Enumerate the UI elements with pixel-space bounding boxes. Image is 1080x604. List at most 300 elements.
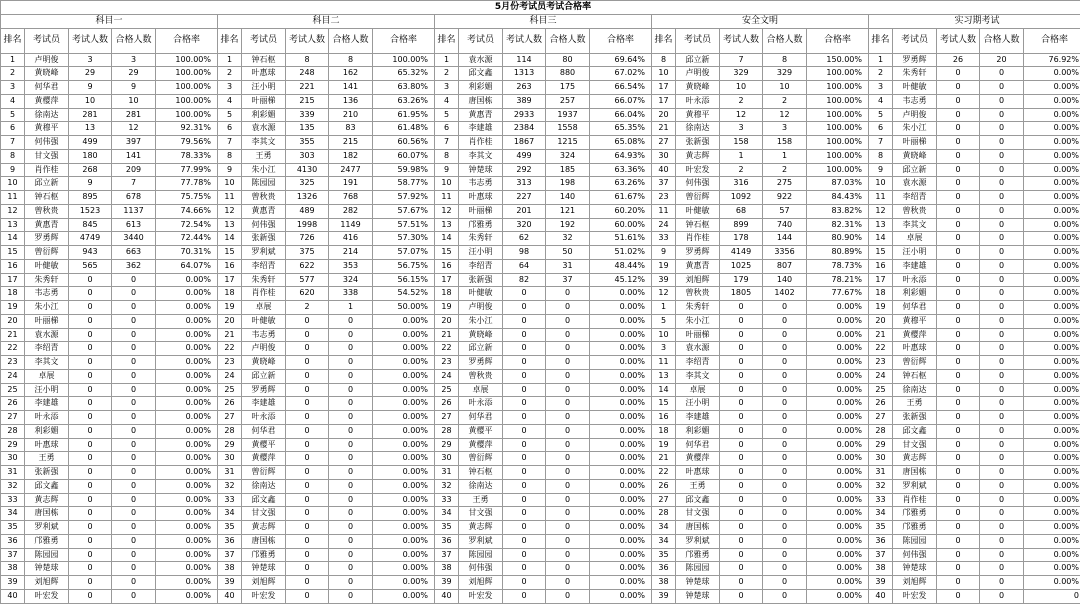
exam-count-cell: 0 [286,314,329,328]
examiner-cell: 张新强 [459,273,503,287]
sheet-title: 5月份考试员考试合格率 [1,1,1080,15]
exam-count-cell: 0 [503,493,546,507]
pass-count-cell: 0 [329,328,373,342]
pass-count-cell: 282 [329,204,373,218]
rank-cell: 9 [652,246,676,260]
exam-count-cell: 0 [286,438,329,452]
table-row [1,356,1080,370]
exam-count-cell: 0 [937,301,980,315]
pass-count-cell: 0 [980,287,1024,301]
examiner-cell: 李建雄 [25,397,69,411]
rank-cell: 5 [218,108,242,122]
examiner-cell: 徐南达 [242,479,286,493]
pass-rate-cell: 0.00% [1024,466,1080,480]
pass-count-cell: 0 [546,314,590,328]
rank-cell: 12 [1,204,25,218]
exam-count-cell: 0 [720,466,763,480]
pass-count-cell: 0 [980,383,1024,397]
pass-rate-cell: 0.00% [807,328,869,342]
exam-count-cell: 0 [69,369,112,383]
pass-rate-cell: 0.00% [1024,328,1080,342]
pass-rate-cell: 0.00% [373,314,435,328]
pass-count-cell: 0 [980,67,1024,81]
section-header: 科目二 [218,15,435,29]
pass-rate-cell: 78.21% [807,273,869,287]
examiner-cell: 黄志辉 [676,149,720,163]
rank-cell: 22 [435,342,459,356]
exam-count-cell: 577 [286,273,329,287]
rank-cell: 26 [1,397,25,411]
pass-count-cell: 0 [329,548,373,562]
exam-count-cell: 499 [503,149,546,163]
table-row [1,589,1080,603]
rank-cell: 29 [218,438,242,452]
exam-count-cell: 0 [286,493,329,507]
pass-rate-cell: 0.00% [373,369,435,383]
examiner-cell: 叶惠球 [242,67,286,81]
examiner-cell: 朱秀轩 [893,67,937,81]
pass-count-cell: 0 [763,576,807,590]
pass-rate-cell: 0.00% [373,562,435,576]
pass-rate-cell: 0.00% [1024,438,1080,452]
rank-cell: 36 [1,534,25,548]
rank-cell: 23 [435,356,459,370]
examiner-cell: 曾衍辉 [25,246,69,260]
rank-cell: 3 [218,81,242,95]
rank-cell: 40 [1,589,25,603]
examiner-header: 考试员 [676,28,720,53]
exam-count-cell: 0 [937,342,980,356]
rank-cell: 14 [218,232,242,246]
table-row [1,81,1080,95]
table-row [1,149,1080,163]
pass-rate-cell: 57.67% [373,204,435,218]
exam-count-cell: 0 [720,534,763,548]
pass-rate-cell: 0.00% [156,342,218,356]
pass-rate-cell: 0.00% [1024,314,1080,328]
rank-cell: 37 [435,548,459,562]
pass-count-cell: 324 [329,273,373,287]
exam-count-cell: 0 [720,438,763,452]
pass-rate-cell: 0.00% [156,328,218,342]
pass-rate-cell: 0.00% [1024,191,1080,205]
examiner-cell: 徐南达 [459,479,503,493]
examiner-cell: 黄穆平 [25,122,69,136]
pass-rate-cell: 0.00% [1024,507,1080,521]
examiner-cell: 曾秋贵 [893,204,937,218]
pass-count-cell: 353 [329,259,373,273]
pass-rate-cell: 65.32% [373,67,435,81]
examiner-cell: 何华君 [676,438,720,452]
pass-rate-cell: 0.00% [156,493,218,507]
pass-rate-cell: 66.07% [590,94,652,108]
exam-count-cell: 0 [720,452,763,466]
rank-cell: 5 [652,314,676,328]
pass-count-cell: 0 [980,466,1024,480]
examiner-cell: 朱秀轩 [459,232,503,246]
pass-rate-cell: 0.00% [590,534,652,548]
exam-count-cell: 0 [503,369,546,383]
exam-count-cell: 9 [69,81,112,95]
exam-count-cell: 0 [503,576,546,590]
examiner-cell: 邱文鑫 [242,493,286,507]
examiner-cell: 叶丽梯 [25,314,69,328]
pass-count-cell: 0 [112,438,156,452]
examiner-cell: 叶宏发 [242,589,286,603]
section-header: 科目一 [1,15,218,29]
pass-rate-cell: 63.26% [373,94,435,108]
examiner-cell: 李绍青 [242,259,286,273]
exam-count-cell: 0 [503,314,546,328]
exam-count-cell: 114 [503,53,546,67]
rank-cell: 24 [1,369,25,383]
pass-rate-cell: 64.07% [156,259,218,273]
rank-cell: 40 [869,589,893,603]
examiner-cell: 袁水源 [242,122,286,136]
examiner-cell: 邱文鑫 [676,493,720,507]
exam-count-cell: 0 [286,383,329,397]
examiner-cell: 钟楚球 [676,589,720,603]
pass-count-cell: 3 [763,122,807,136]
examiner-cell: 李绍青 [459,259,503,273]
exam-count-cell: 0 [937,369,980,383]
pass-rate-cell: 80.90% [807,232,869,246]
examiner-cell: 叶宏发 [676,163,720,177]
rank-cell: 16 [652,411,676,425]
pass-rate-cell: 74.66% [156,204,218,218]
rank-cell: 29 [435,438,459,452]
pass-rate-cell: 0.00% [373,534,435,548]
pass-count-cell: 0 [112,273,156,287]
examiner-cell: 朱小江 [25,301,69,315]
pass-count-header: 合格人数 [763,28,807,53]
examiner-cell: 利彩媚 [25,424,69,438]
rank-cell: 8 [869,149,893,163]
examiner-cell: 卢明俊 [25,53,69,67]
exam-count-cell: 4749 [69,232,112,246]
rank-cell: 7 [869,136,893,150]
pass-count-cell: 0 [112,548,156,562]
exam-count-cell: 0 [720,479,763,493]
pass-count-cell: 1402 [763,287,807,301]
pass-rate-cell: 76.92% [1024,53,1080,67]
examiner-cell: 甘文强 [459,507,503,521]
examiner-cell: 陈园园 [893,534,937,548]
pass-count-cell: 0 [329,479,373,493]
pass-count-cell: 0 [763,383,807,397]
pass-rate-cell: 0.00% [1024,273,1080,287]
pass-count-cell: 0 [329,383,373,397]
examiner-cell: 曾衍辉 [893,356,937,370]
pass-rate-cell: 0.00% [156,301,218,315]
pass-rate-header: 合格率 [807,28,869,53]
pass-rate-cell: 48.44% [590,259,652,273]
pass-rate-cell: 0.00% [590,521,652,535]
rank-cell: 16 [1,259,25,273]
rank-cell: 5 [869,108,893,122]
pass-rate-cell: 0.00% [590,589,652,603]
rank-cell: 39 [435,576,459,590]
exam-count-cell: 0 [286,521,329,535]
rank-cell: 30 [652,149,676,163]
rank-cell: 3 [435,81,459,95]
examiner-cell: 甘文强 [893,438,937,452]
exam-count-cell: 1326 [286,191,329,205]
rank-cell: 2 [869,67,893,81]
rank-cell: 19 [435,301,459,315]
pass-rate-cell: 0.00% [1024,259,1080,273]
pass-rate-cell: 63.36% [590,163,652,177]
pass-rate-cell: 0.00% [373,479,435,493]
examiner-cell: 邱文鑫 [25,479,69,493]
rank-cell: 9 [1,163,25,177]
pass-rate-cell: 0.00% [373,576,435,590]
examiner-cell: 李其文 [242,136,286,150]
exam-count-cell: 9 [69,177,112,191]
exam-count-cell: 2 [720,163,763,177]
pass-rate-cell: 0.00% [373,424,435,438]
exam-count-cell: 0 [937,562,980,576]
pass-rate-cell: 0.00% [1024,122,1080,136]
pass-count-cell: 0 [329,452,373,466]
exam-count-cell: 8 [286,53,329,67]
pass-rate-cell: 0.00% [1024,136,1080,150]
examiner-cell: 叶永添 [676,94,720,108]
examiner-cell: 黄志辉 [893,452,937,466]
rank-cell: 24 [218,369,242,383]
pass-rate-cell: 61.48% [373,122,435,136]
rank-cell: 36 [652,562,676,576]
table-row [1,191,1080,205]
pass-count-cell: 0 [546,424,590,438]
rank-cell: 33 [1,493,25,507]
pass-count-cell: 0 [112,356,156,370]
rank-cell: 35 [218,521,242,535]
pass-rate-cell: 69.64% [590,53,652,67]
examiner-cell: 韦志勇 [25,287,69,301]
examiner-cell: 钟石枢 [676,218,720,232]
examiner-cell: 何华君 [242,424,286,438]
rank-cell: 6 [218,122,242,136]
pass-count-cell: 0 [980,149,1024,163]
examiner-cell: 叶丽梯 [893,136,937,150]
examiner-cell: 黄志辉 [25,493,69,507]
examiner-cell: 钟石枢 [25,191,69,205]
examiner-cell: 叶永添 [459,397,503,411]
examiner-cell: 徐南达 [676,122,720,136]
examiner-cell: 李建雄 [676,411,720,425]
rank-cell: 20 [435,314,459,328]
examiner-cell: 叶健敏 [676,204,720,218]
examiner-cell: 钟楚球 [459,163,503,177]
rank-cell: 28 [435,424,459,438]
exam-count-cell: 0 [937,493,980,507]
examiner-cell: 邱立新 [459,342,503,356]
examiner-cell: 唐国栋 [676,521,720,535]
pass-count-cell: 192 [546,218,590,232]
examiner-cell: 张新强 [242,232,286,246]
rank-cell: 28 [869,424,893,438]
exam-count-cell: 1867 [503,136,546,150]
pass-rate-cell: 0.00% [1024,81,1080,95]
pass-count-cell: 0 [112,479,156,493]
exam-count-cell: 0 [286,424,329,438]
pass-rate-cell: 100.00% [807,67,869,81]
pass-rate-cell: 0.00% [590,438,652,452]
exam-count-cell: 1 [720,149,763,163]
rank-cell: 34 [652,521,676,535]
rank-cell: 4 [435,94,459,108]
pass-count-cell: 0 [112,589,156,603]
pass-count-cell: 158 [763,136,807,150]
examiner-cell: 曾衍辉 [242,466,286,480]
pass-rate-cell: 100.00% [807,163,869,177]
examiner-cell: 卓展 [242,301,286,315]
pass-count-cell: 0 [112,383,156,397]
exam-count-cell: 0 [69,438,112,452]
examiner-cell: 叶永添 [893,273,937,287]
rank-cell: 5 [435,108,459,122]
pass-rate-cell: 0.00% [807,548,869,562]
examiner-cell: 钟楚球 [242,562,286,576]
pass-rate-cell: 51.02% [590,246,652,260]
rank-cell: 14 [869,232,893,246]
examiner-cell: 刘旭辉 [459,576,503,590]
pass-rate-cell: 58.77% [373,177,435,191]
rank-cell: 36 [435,534,459,548]
exam-count-cell: 215 [286,94,329,108]
rank-cell: 31 [1,466,25,480]
pass-count-cell: 0 [980,521,1024,535]
rank-cell: 12 [218,204,242,218]
exam-count-cell: 98 [503,246,546,260]
exam-count-cell: 355 [286,136,329,150]
examiner-cell: 邝雅勇 [459,218,503,232]
exam-count-header: 考试人数 [937,28,980,53]
rank-cell: 22 [869,342,893,356]
pass-count-cell: 0 [763,589,807,603]
examiner-cell: 曾衍辉 [459,452,503,466]
rank-cell: 9 [218,163,242,177]
pass-count-cell: 8 [763,53,807,67]
examiner-cell: 叶永添 [242,411,286,425]
table-row [1,548,1080,562]
pass-rate-cell: 0.00% [1024,108,1080,122]
examiner-cell: 利彩媚 [242,108,286,122]
pass-rate-cell: 78.33% [156,149,218,163]
rank-cell: 19 [652,259,676,273]
exam-count-cell: 0 [503,548,546,562]
pass-count-cell: 8 [329,53,373,67]
pass-count-cell: 182 [329,149,373,163]
pass-count-cell: 0 [763,369,807,383]
rank-cell: 6 [1,122,25,136]
examiner-cell: 刘旭辉 [242,576,286,590]
section-header: 科目三 [435,15,652,29]
examiner-cell: 刘旭辉 [893,576,937,590]
exam-count-cell: 0 [937,589,980,603]
exam-count-cell: 29 [69,67,112,81]
pass-count-cell: 0 [980,136,1024,150]
table-row [1,136,1080,150]
rank-cell: 32 [435,479,459,493]
examiner-cell: 邱立新 [893,163,937,177]
exam-count-cell: 0 [69,424,112,438]
exam-count-cell: 0 [286,466,329,480]
pass-rate-cell: 0.00% [156,273,218,287]
pass-count-cell: 3356 [763,246,807,260]
pass-count-cell: 1 [763,149,807,163]
table-row [1,438,1080,452]
pass-rate-cell: 57.51% [373,218,435,232]
pass-rate-cell: 63.26% [590,177,652,191]
pass-count-cell: 0 [980,191,1024,205]
rank-cell: 24 [869,369,893,383]
rank-cell: 13 [218,218,242,232]
examiner-cell: 袁水源 [676,342,720,356]
exam-count-cell: 313 [503,177,546,191]
exam-count-cell: 0 [937,576,980,590]
pass-rate-cell: 0.00% [590,562,652,576]
exam-count-cell: 0 [503,438,546,452]
pass-rate-cell: 0.00% [590,576,652,590]
pass-count-cell: 0 [763,411,807,425]
rank-cell: 12 [652,287,676,301]
pass-rate-cell: 100.00% [807,122,869,136]
pass-count-cell: 0 [546,521,590,535]
table-row [1,232,1080,246]
rank-cell: 7 [435,136,459,150]
rank-header: 排名 [435,28,459,53]
examiner-cell: 黄惠青 [242,204,286,218]
rank-cell: 10 [435,177,459,191]
exam-count-header: 考试人数 [69,28,112,53]
examiner-cell: 朱小江 [242,163,286,177]
examiner-cell: 黄樱萍 [25,94,69,108]
exam-count-cell: 0 [937,94,980,108]
exam-count-cell: 0 [503,479,546,493]
table-row [1,479,1080,493]
pass-rate-cell: 64.93% [590,149,652,163]
pass-rate-cell: 0.00% [590,452,652,466]
exam-count-cell: 0 [937,259,980,273]
rank-cell: 20 [1,314,25,328]
examiner-cell: 袁水源 [459,53,503,67]
exam-count-cell: 0 [937,548,980,562]
pass-rate-cell: 92.31% [156,122,218,136]
pass-rate-cell: 77.99% [156,163,218,177]
pass-rate-cell: 0.00% [156,589,218,603]
examiner-cell: 罗利斌 [25,521,69,535]
rank-cell: 38 [652,576,676,590]
rank-cell: 11 [435,191,459,205]
pass-rate-cell: 0.00% [1024,149,1080,163]
examiner-cell: 曾秋贵 [676,287,720,301]
rank-cell: 30 [218,452,242,466]
examiner-cell: 黄樱萍 [242,452,286,466]
exam-count-cell: 0 [503,562,546,576]
pass-count-cell: 10 [112,94,156,108]
pass-rate-cell: 72.44% [156,232,218,246]
examiner-cell: 钟石枢 [459,466,503,480]
rank-cell: 17 [435,273,459,287]
pass-count-cell: 338 [329,287,373,301]
exam-count-cell: 0 [69,521,112,535]
pass-rate-cell: 0.00% [373,589,435,603]
pass-count-cell: 0 [980,314,1024,328]
examiner-header: 考试员 [459,28,503,53]
pass-rate-cell: 0.00% [807,369,869,383]
